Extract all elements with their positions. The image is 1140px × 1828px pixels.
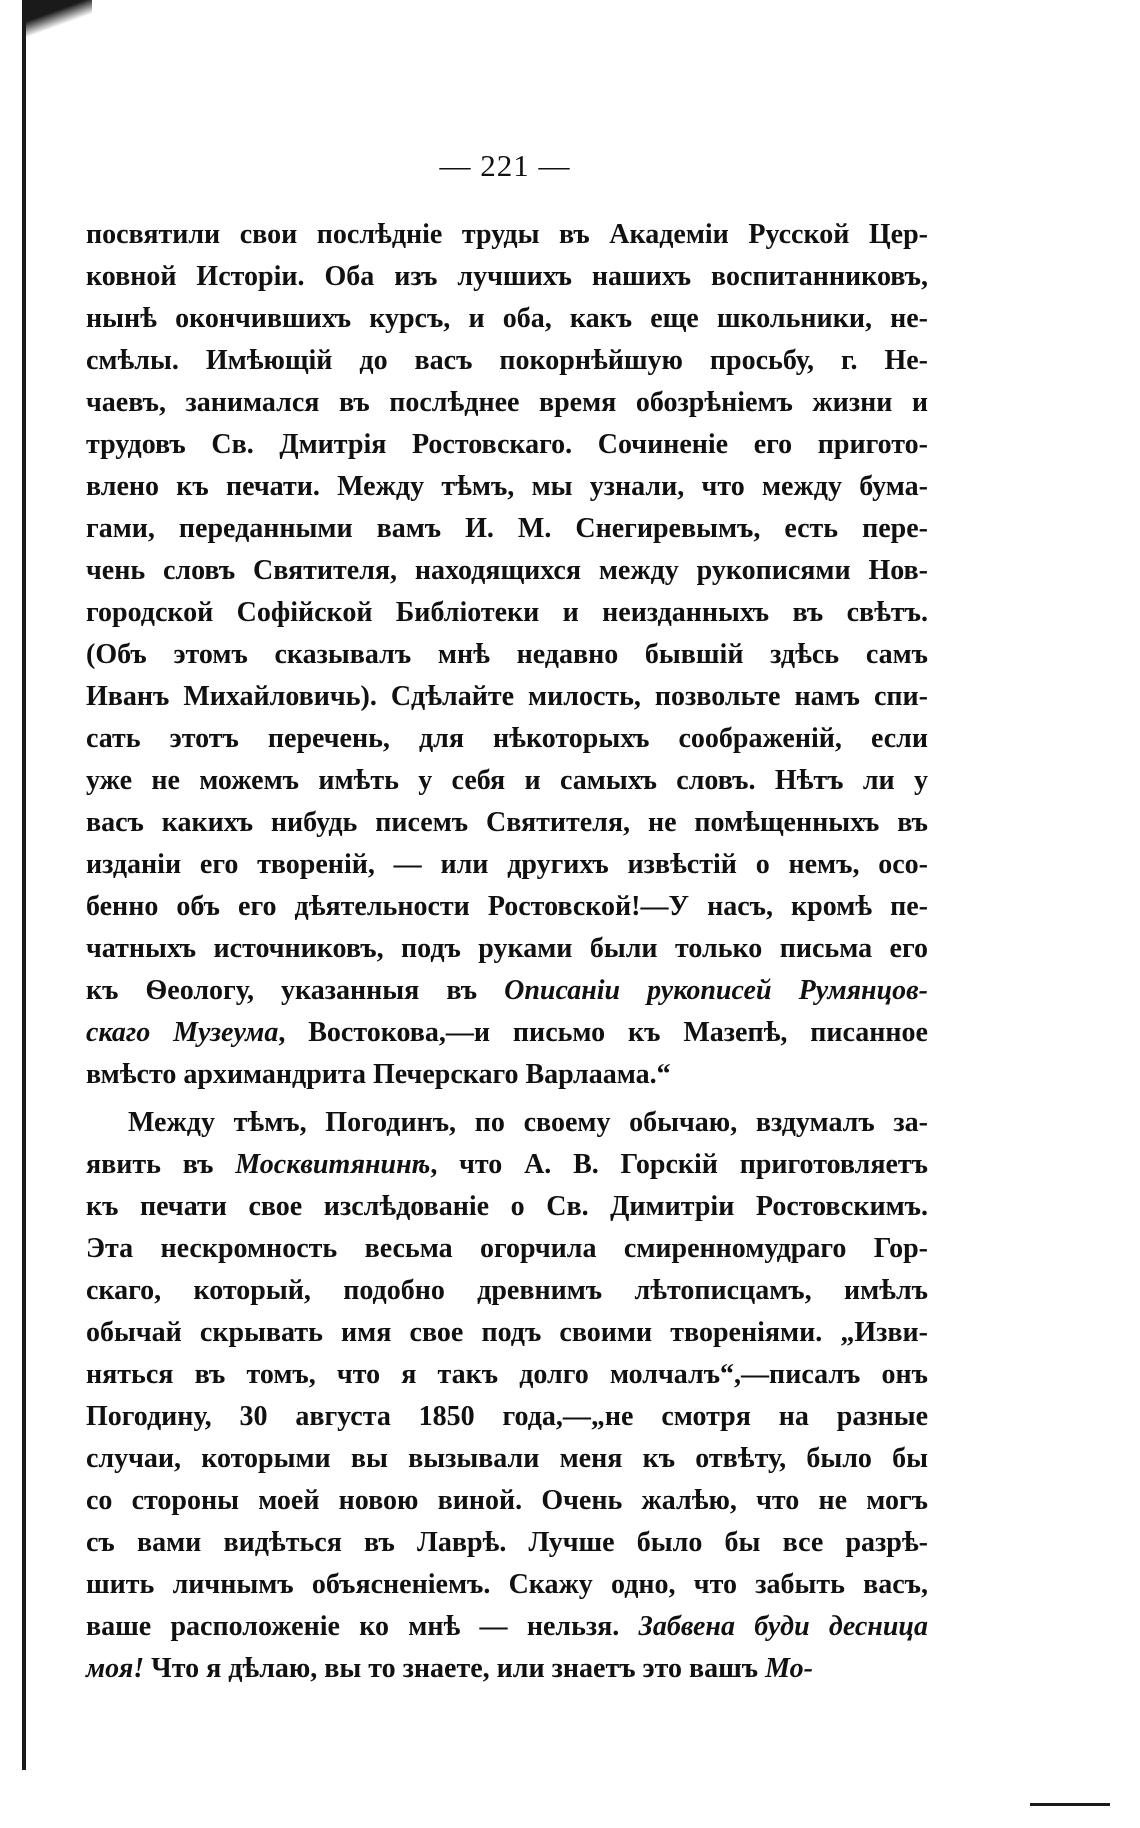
text-line: [86, 802, 928, 844]
italic-text: Забвена буди десница: [638, 1611, 928, 1642]
text-segment: ковной Исторіи. Оба изъ лучшихъ нашихъ воспитанниковъ,: [86, 261, 928, 292]
text-segment: , что А. В. Горскій приготовляетъ: [430, 1149, 928, 1180]
text-segment: Эта нескромность весьма огорчила смиренномудраго Гор-: [86, 1233, 928, 1264]
text-segment: влено къ печати. Между тѣмъ, мы узнали, что между бума-: [86, 471, 928, 502]
text-line: [86, 1438, 928, 1480]
text-segment: случаи, которыми вы вызывали меня къ отвѣту, было бы: [86, 1443, 928, 1474]
text-segment: со стороны моей новою виной. Очень жалѣю, что не могъ: [86, 1485, 928, 1516]
italic-text: Мо-: [765, 1653, 813, 1684]
text-line: [86, 1564, 928, 1606]
scan-artifact-left-edge: [22, 20, 26, 1770]
text-segment: васъ какихъ нибудь писемъ Святителя, не помѣщенныхъ въ: [86, 807, 928, 838]
text-line: [86, 760, 928, 802]
text-segment: няться въ томъ, что я такъ долго молчалъ“,—писалъ онъ: [86, 1359, 928, 1390]
text-segment: нынѣ окончившихъ курсъ, и оба, какъ еще школьники, не-: [86, 303, 928, 334]
text-segment: къ Ѳеологу, указанныя въ: [86, 975, 505, 1006]
text-segment: чень словъ Святителя, находящихся между рукописями Нов-: [86, 555, 928, 586]
text-segment: къ печати свое изслѣдованіе о Св. Димитріи Ростовскимъ.: [86, 1191, 928, 1222]
text-line: [86, 1144, 928, 1186]
text-segment: ваше расположеніе ко мнѣ — нельзя.: [86, 1611, 639, 1642]
text-line: [86, 340, 928, 382]
text-segment: чатныхъ источниковъ, подъ руками были только письма его: [86, 933, 928, 964]
scan-artifact-bottom-mark: [1030, 1803, 1110, 1806]
text-segment: Иванъ Михайловичь). Сдѣлайте милость, позвольте намъ спи-: [86, 681, 928, 712]
text-line: [86, 1186, 928, 1228]
text-line: [86, 970, 928, 1012]
paragraph-2: [86, 1102, 928, 1690]
text-line: [86, 466, 928, 508]
text-segment: Что я дѣлаю, вы то знаете, или знаетъ это вашъ: [144, 1653, 766, 1684]
text-line: [86, 1102, 928, 1144]
text-line: [86, 214, 928, 256]
text-segment: вмѣсто архимандрита Печерскаго Варлаама.“: [86, 1059, 671, 1090]
text-segment: , Востокова,—и письмо къ Мазепѣ, писанное: [278, 1017, 928, 1048]
text-segment: городской Софійской Библіотеки и неизданныхъ въ свѣтъ.: [86, 597, 928, 628]
scan-artifact-corner: [22, 0, 92, 40]
text-segment: съ вами видѣться въ Лаврѣ. Лучше было бы все разрѣ-: [86, 1527, 928, 1558]
italic-text: Москвитянинѣ: [235, 1149, 431, 1180]
text-line: [86, 592, 928, 634]
text-segment: шить личнымъ объясненіемъ. Скажу одно, что забыть васъ,: [86, 1569, 928, 1600]
text-line: [86, 298, 928, 340]
paragraph-1: [86, 214, 928, 1096]
text-line: [86, 1054, 928, 1096]
body-text: [86, 214, 928, 1690]
text-segment: явить въ: [86, 1149, 236, 1180]
text-line: [86, 718, 928, 760]
text-line: [86, 676, 928, 718]
text-line: [86, 1012, 928, 1054]
text-line: [86, 844, 928, 886]
italic-text: моя!: [86, 1653, 145, 1684]
text-segment: чаевъ, занимался въ послѣднее время обозрѣніемъ жизни и: [86, 387, 928, 418]
text-segment: Между тѣмъ, Погодинъ, по своему обычаю, вздумалъ за-: [128, 1107, 928, 1138]
italic-text: Описаніи рукописей Румянцов-: [504, 975, 928, 1006]
text-segment: трудовъ Св. Дмитрія Ростовскаго. Сочиненіе его пригото-: [86, 429, 928, 460]
text-line: [86, 256, 928, 298]
text-segment: уже не можемъ имѣть у себя и самыхъ словъ. Нѣтъ ли у: [86, 765, 928, 796]
text-line: [86, 1522, 928, 1564]
text-line: [86, 424, 928, 466]
text-segment: смѣлы. Имѣющій до васъ покорнѣйшую просьбу, г. Не-: [86, 345, 928, 376]
text-line: [86, 886, 928, 928]
text-line: [86, 1270, 928, 1312]
text-segment: Погодину, 30 августа 1850 года,—„не смотря на разные: [86, 1401, 928, 1432]
text-segment: (Объ этомъ сказывалъ мнѣ недавно бывшій здѣсь самъ: [86, 639, 928, 670]
text-line: [86, 550, 928, 592]
text-line: [86, 1480, 928, 1522]
text-segment: изданіи его твореній, — или другихъ извѣстій о немъ, осо-: [86, 849, 928, 880]
text-segment: гами, переданными вамъ И. М. Снегиревымъ, есть пере-: [86, 513, 928, 544]
text-line: [86, 928, 928, 970]
text-line: [86, 382, 928, 424]
text-segment: скаго, который, подобно древнимъ лѣтописцамъ, имѣлъ: [86, 1275, 928, 1306]
page-number: — 221 —: [439, 148, 571, 183]
text-line: [86, 508, 928, 550]
text-line: [86, 634, 928, 676]
text-line: [86, 1354, 928, 1396]
italic-text: скаго Музеума: [86, 1017, 279, 1048]
text-segment: посвятили свои послѣдніе труды въ Академіи Русской Цер-: [86, 219, 928, 250]
text-line: [86, 1312, 928, 1354]
text-segment: сать этотъ перечень, для нѣкоторыхъ соображеній, если: [86, 723, 928, 754]
text-segment: бенно объ его дѣятельности Ростовской!—У насъ, кромѣ пе-: [86, 891, 928, 922]
text-line: [86, 1648, 928, 1690]
text-line: [86, 1396, 928, 1438]
text-segment: обычай скрывать имя свое подъ своими твореніями. „Изви-: [86, 1317, 928, 1348]
text-line: [86, 1606, 928, 1648]
text-line: [86, 1228, 928, 1270]
